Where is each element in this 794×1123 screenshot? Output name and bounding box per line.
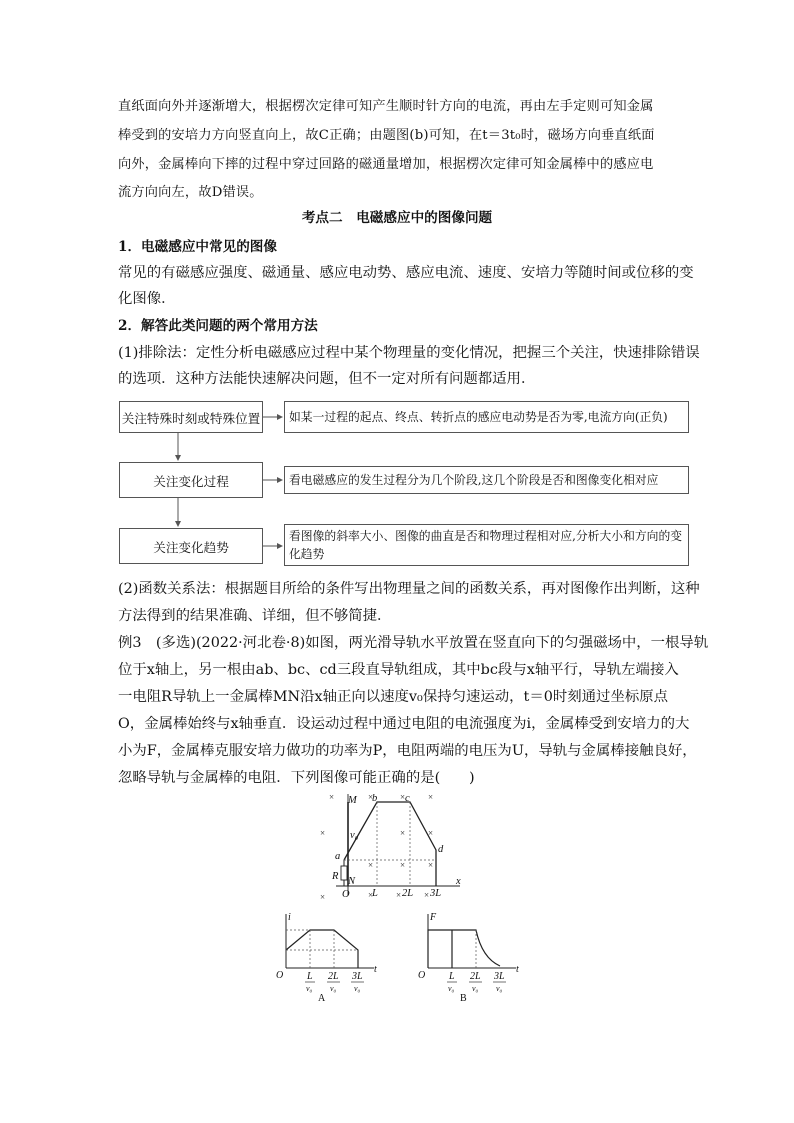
intro-line-2: 棒受到的安培力方向竖直向上，故C正确；由题图(b)可知，在t＝3t₀时，磁场方向垂直纸面: [118, 128, 655, 143]
example-line-5: 小为F，金属棒克服安培力做功的功率为P，电阻两端的电压为U，导轨与金属棒接触良好，: [118, 743, 697, 759]
svg-text:×: ×: [424, 890, 430, 900]
para1-line-1: 常见的有磁感应强度、磁通量、感应电动势、感应电流、速度、安培力等随时间或位移的变: [118, 265, 694, 281]
para2-line-2: 的选项．这种方法能快速解决问题，但不一定对所有问题都适用．: [118, 371, 536, 387]
graph-a-tick-2: 2L: [328, 971, 339, 982]
graph-a-xlabel: t: [374, 964, 377, 975]
flow-left-box-1: 关注特殊时刻或特殊位置: [119, 401, 263, 433]
rail-figure: [320, 790, 470, 902]
graph-a-tick-3: 3L: [352, 971, 363, 982]
svg-text:×: ×: [428, 828, 434, 838]
example-line-1: 例3 (多选)(2022·河北卷·8)如图，两光滑导轨水平放置在竖直向下的匀强磁场中，一根导轨: [118, 635, 709, 651]
upper-rail: [344, 802, 436, 886]
graph-a-ylabel: i: [288, 912, 291, 923]
svg-text:×: ×: [329, 792, 335, 802]
graph-b-xlabel: t: [516, 964, 519, 975]
svg-text:d: d: [438, 844, 444, 855]
example-line-6: 忽略导轨与金属棒的电阻．下列图像可能正确的是( ): [118, 770, 475, 786]
flow-right-box-3: 看图像的斜率大小、图像的曲直是否和物理过程相对应,分析大小和方向的变化趋势: [284, 524, 689, 566]
svg-text:×: ×: [368, 890, 374, 900]
intro-line-4: 流方向向左，故D错误。: [118, 185, 263, 200]
svg-text:x: x: [456, 876, 461, 887]
svg-text:×: ×: [396, 890, 402, 900]
graph-b-caption: B: [460, 993, 467, 1002]
svg-text:O: O: [342, 889, 350, 900]
graph-a-curve: [286, 930, 358, 968]
section-title: 考点二 电磁感应中的图像问题: [301, 210, 493, 226]
example-line-2: 位于x轴上，另一根由ab、bc、cd三段直导轨组成，其中bc段与x轴平行，导轨左端接入: [118, 662, 679, 678]
graph-a: [274, 910, 384, 1002]
svg-text:N: N: [348, 876, 356, 887]
svg-text:×: ×: [368, 860, 374, 870]
heading-common-graphs: 1．电磁感应中常见的图像: [118, 239, 277, 255]
figure-labels: [331, 793, 461, 900]
graph-a-origin: O: [276, 970, 284, 981]
svg-text:×: ×: [368, 792, 374, 802]
graph-b-tick-2: 2L: [470, 971, 481, 982]
para2-line-1: (1)排除法：定性分析电磁感应过程中某个物理量的变化情况，把握三个关注，快速排除错误: [118, 345, 700, 361]
svg-text:v₀: v₀: [472, 984, 479, 993]
resistor-R: [341, 866, 347, 880]
svg-text:×: ×: [428, 860, 434, 870]
heading-methods: 2．解答此类问题的两个常用方法: [118, 318, 318, 334]
graph-b-tick-1: L: [449, 971, 455, 982]
svg-text:b: b: [372, 793, 378, 804]
magnetic-field-crosses: [320, 792, 433, 902]
svg-text:v₀: v₀: [354, 984, 361, 993]
graph-b-tick-3: 3L: [494, 971, 505, 982]
flow-left-box-2: 关注变化过程: [119, 462, 263, 498]
svg-text:2L: 2L: [402, 888, 414, 899]
para3-line-2: 方法得到的结果准确、详细，但不够简捷．: [118, 608, 392, 624]
svg-text:a: a: [335, 851, 341, 862]
svg-text:L: L: [372, 888, 378, 899]
svg-text:M: M: [348, 795, 357, 806]
svg-text:v₀: v₀: [496, 984, 503, 993]
flow-right-box-2: 看电磁感应的发生过程分为几个阶段,这几个阶段是否和图像变化相对应: [284, 466, 689, 494]
intro-line-3: 向外，金属棒向下摔的过程中穿过回路的磁通量增加，根据楞次定律可知金属棒中的感应电: [118, 157, 654, 172]
intro-line-1: 直纸面向外并逐渐增大，根据楞次定律可知产生顺时针方向的电流，再由左手定则可知金属: [118, 99, 654, 114]
svg-text:3L: 3L: [430, 888, 442, 899]
svg-text:v₀: v₀: [448, 984, 455, 993]
graph-b-curve: [428, 930, 500, 968]
svg-text:v₀: v₀: [306, 984, 313, 993]
svg-text:×: ×: [400, 860, 406, 870]
graph-a-caption: A: [318, 993, 326, 1002]
graph-b: [416, 910, 526, 1002]
para3-line-1: (2)函数关系法：根据题目所给的条件写出物理量之间的函数关系，再对图像作出判断，这种: [118, 581, 700, 597]
example-line-4: O，金属棒始终与x轴垂直．设运动过程中通过电阻的电流强度为i，金属棒受到安培力的大: [118, 716, 690, 732]
svg-text:v₀: v₀: [350, 830, 359, 841]
graph-a-tick-1: L: [307, 971, 313, 982]
flow-right-box-1: 如某一过程的起点、终点、转折点的感应电动势是否为零,电流方向(正负): [284, 401, 689, 433]
para1-line-2: 化图像．: [118, 291, 176, 307]
example-line-3: 一电阻R导轨上一金属棒MN沿x轴正向以速度v₀保持匀速运动，t＝0时刻通过坐标原点: [118, 689, 669, 705]
graph-b-ylabel: F: [430, 912, 437, 923]
svg-text:R: R: [332, 871, 339, 882]
svg-text:×: ×: [400, 828, 406, 838]
flow-left-box-3: 关注变化趋势: [119, 528, 263, 564]
svg-text:×: ×: [400, 792, 406, 802]
svg-text:×: ×: [320, 828, 326, 838]
graph-b-origin: O: [418, 970, 426, 981]
guide-lines: [344, 802, 436, 886]
svg-text:c: c: [405, 793, 410, 804]
svg-text:×: ×: [428, 792, 434, 802]
svg-text:v₀: v₀: [330, 984, 337, 993]
svg-text:×: ×: [320, 892, 326, 902]
